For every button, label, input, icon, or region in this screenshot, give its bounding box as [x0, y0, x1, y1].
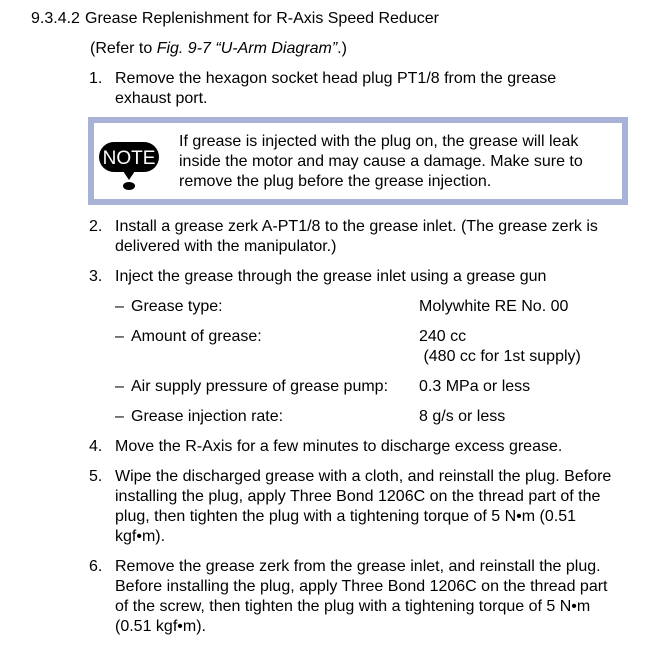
step-number: 3. — [89, 268, 103, 285]
step-text-line: Move the R-Axis for a few minutes to discharge excess grease. — [115, 438, 563, 455]
refer-line — [90, 39, 347, 58]
spec-value: 8 g/s or less — [419, 408, 506, 425]
step-text-line: exhaust port. — [115, 90, 208, 107]
step-text-line: of the screw, then tighten the plug with a tightening torque of 5 N•m — [115, 598, 591, 615]
note-text-line: If grease is injected with the plug on, the grease will leak — [179, 133, 579, 150]
step-number: 1. — [89, 70, 103, 87]
spec-value: Molywhite RE No. 00 — [419, 298, 569, 315]
section-number: 9.3.4.2 — [31, 10, 80, 27]
step-text-line: Before installing the plug, apply Three Bond 1206C on the thread part — [115, 578, 608, 595]
step-text-line: plug, then tighten the plug with a tightening torque of 5 N•m (0.51 — [115, 508, 577, 525]
spec-dash: – — [115, 328, 124, 345]
spec-value: 0.3 MPa or less — [419, 378, 531, 395]
note-text-line: inside the motor and may cause a damage. Make sure to — [179, 153, 583, 170]
step-text-line: Remove the hexagon socket head plug PT1/8 from the grease — [115, 70, 557, 87]
step-text-line: delivered with the manipulator.) — [115, 238, 337, 255]
spec-label: Grease type: — [131, 298, 223, 315]
spec-dash: – — [115, 378, 124, 395]
spec-value: (480 cc for 1st supply) — [419, 348, 581, 365]
step-number: 2. — [89, 218, 103, 235]
refer-prefix: (Refer to — [90, 40, 157, 57]
refer-suffix: .) — [337, 40, 347, 57]
step-text-line: installing the plug, apply Three Bond 1206C on the thread part of the — [115, 488, 601, 505]
step-text-line: Inject the grease through the grease inlet using a grease gun — [115, 268, 547, 285]
note-text-line: remove the plug before the grease injection. — [179, 173, 492, 190]
spec-dash: – — [115, 408, 124, 425]
step-text-line: Install a grease zerk A-PT1/8 to the grease inlet. (The grease zerk is — [115, 218, 598, 235]
spec-value: 240 cc — [419, 328, 467, 345]
spec-label: Air supply pressure of grease pump: — [131, 378, 389, 395]
figure-reference: Fig. 9-7 “U-Arm Diagram” — [156, 40, 338, 57]
spec-label: Amount of grease: — [131, 328, 262, 345]
note-icon-label: NOTE — [102, 148, 156, 169]
step-text-line: Remove the grease zerk from the grease inlet, and reinstall the plug. — [115, 558, 601, 575]
note-icon — [97, 140, 161, 192]
step-text-line: (0.51 kgf•m). — [115, 618, 206, 635]
step-number: 4. — [89, 438, 103, 455]
section-title: Grease Replenishment for R-Axis Speed Reducer — [85, 10, 439, 27]
step-text-line: kgf•m). — [115, 528, 166, 545]
step-text-line: Wipe the discharged grease with a cloth, and reinstall the plug. Before — [115, 468, 612, 485]
step-number: 6. — [89, 558, 103, 575]
spec-dash: – — [115, 298, 124, 315]
step-number: 5. — [89, 468, 103, 485]
spec-label: Grease injection rate: — [131, 408, 284, 425]
